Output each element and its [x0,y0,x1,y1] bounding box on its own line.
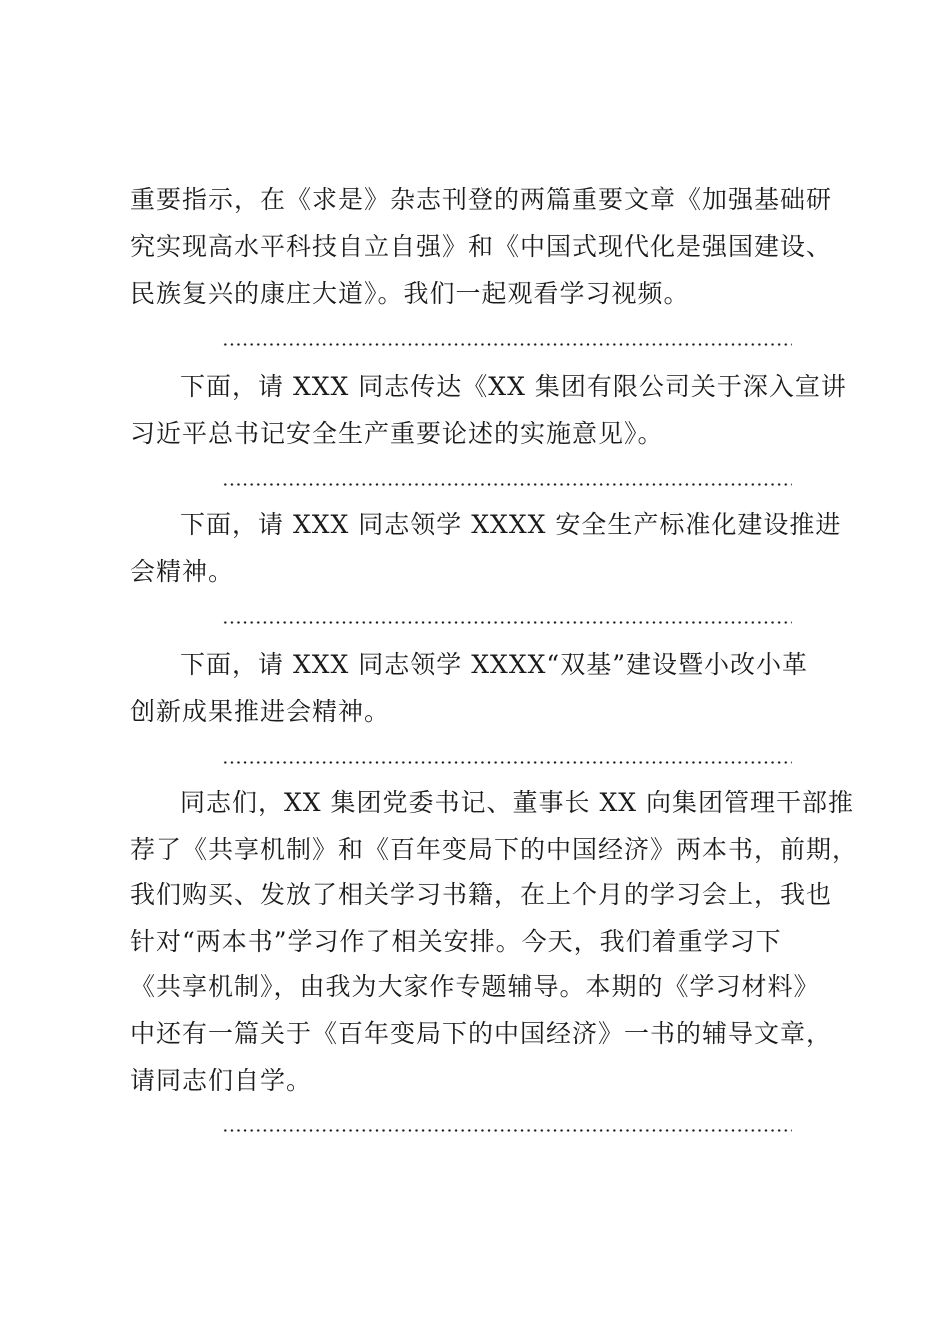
ellipsis-divider-5 [222,1128,792,1134]
paragraph-5-line-5: 《共享机制》，由我为大家作专题辅导。本期的《学习材料》 [130,972,820,1001]
ellipsis-divider-3 [222,620,792,626]
paragraph-2-line-2: 习近平总书记安全生产重要论述的实施意见》。 [130,419,664,448]
paragraph-1-line-3: 民族复兴的康庄大道》。我们一起观看学习视频。 [130,279,690,308]
paragraph-5-line-1: 同志们，XX 集团党委书记、董事长 XX 向集团管理干部推 [180,788,855,817]
paragraph-5-line-3: 我们购买、发放了相关学习书籍，在上个月的学习会上，我也 [130,880,833,909]
paragraph-2-line-1: 下面，请 XXX 同志传达《XX 集团有限公司关于深入宣讲 [180,372,847,401]
ellipsis-divider-2 [222,482,792,488]
paragraph-5-line-2: 荐了《共享机制》和《百年变局下的中国经济》两本书，前期， [130,835,859,864]
paragraph-5-line-7: 请同志们自学。 [130,1066,313,1095]
ellipsis-divider-1 [222,342,792,348]
ellipsis-divider-4 [222,760,792,766]
paragraph-3-line-2: 会精神。 [130,557,235,586]
paragraph-1-line-1: 重要指示，在《求是》杂志刊登的两篇重要文章《加强基础研 [130,185,833,214]
paragraph-3-line-1: 下面，请 XXX 同志领学 XXXX 安全生产标准化建设推进 [180,510,842,539]
paragraph-5-line-6: 中还有一篇关于《百年变局下的中国经济》一书的辅导文章， [130,1019,833,1048]
paragraph-5-line-4: 针对“两本书”学习作了相关安排。今天，我们着重学习下 [130,927,782,956]
paragraph-4-line-1: 下面，请 XXX 同志领学 XXXX“双基”建设暨小改小革 [180,650,808,679]
paragraph-1-line-2: 究实现高水平科技自立自强》和《中国式现代化是强国建设、 [130,232,833,261]
paragraph-4-line-2: 创新成果推进会精神。 [130,697,391,726]
